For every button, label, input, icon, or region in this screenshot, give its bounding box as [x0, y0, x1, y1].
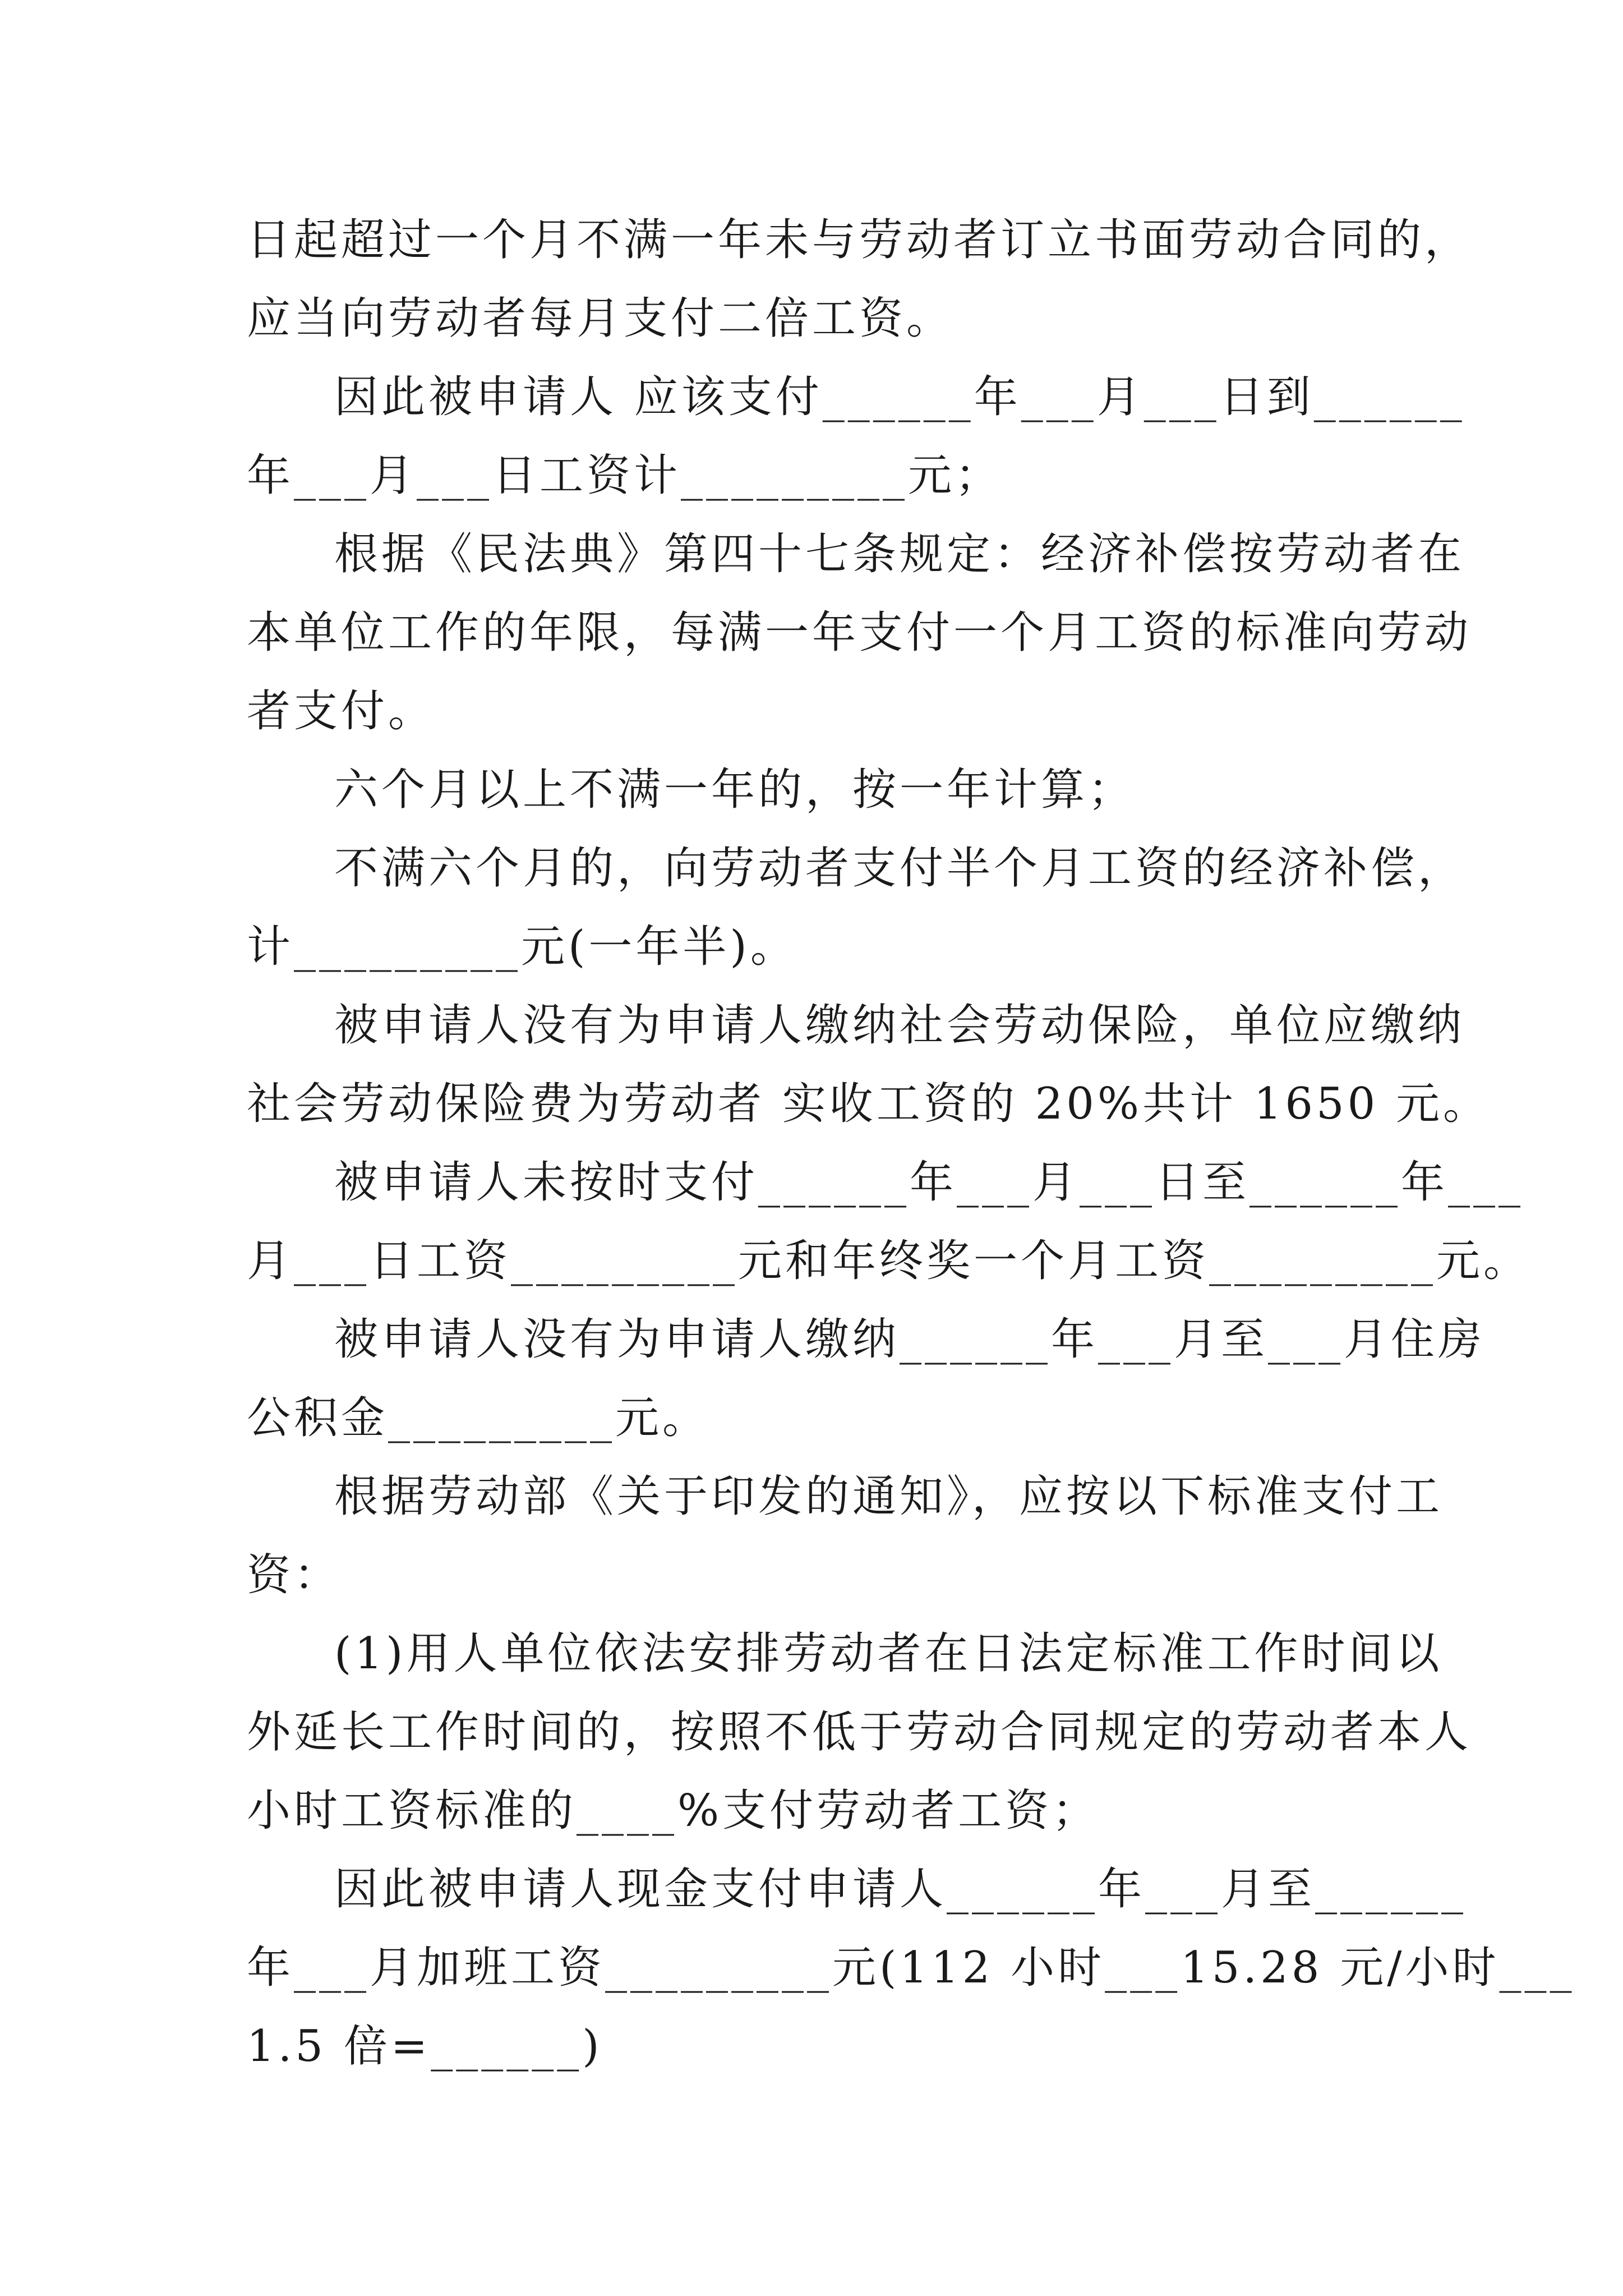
text-line: 公积金_________元。: [247, 1393, 710, 1443]
text-line: 年___月___日工资计_________元；: [247, 450, 1003, 501]
text-line: 资：: [247, 1550, 342, 1600]
text-line: 年___月加班工资_________元(112 小时___15.28 元/小时___: [247, 1943, 1575, 1993]
text-line: 日起超过一个月不满一年未与劳动者订立书面劳动合同的，: [247, 215, 1472, 265]
text-line: 根据劳动部《关于印发的通知》，应按以下标准支付工: [334, 1471, 1444, 1522]
text-line: 六个月以上不满一年的，按一年计算；: [334, 765, 1136, 815]
text-line: 计_________元(一年半)。: [247, 922, 797, 972]
text-line: 社会劳动保险费为劳动者 实收工资的 20%共计 1650 元。: [247, 1079, 1491, 1129]
text-line: 外延长工作时间的，按照不低于劳动合同规定的劳动者本人: [247, 1707, 1472, 1757]
text-line: 被申请人没有为申请人缴纳社会劳动保险，单位应缴纳: [334, 1000, 1465, 1051]
text-line: 不满六个月的，向劳动者支付半个月工资的经济补偿，: [334, 843, 1465, 894]
text-line: (1)用人单位依法安排劳动者在日法定标准工作时间以: [334, 1628, 1443, 1679]
text-line: 1.5 倍=______): [247, 2021, 603, 2072]
text-line: 应当向劳动者每月支付二倍工资。: [247, 293, 954, 344]
text-line: 根据《民法典》第四十七条规定：经济补偿按劳动者在: [334, 529, 1465, 579]
text-line: 小时工资标准的____%支付劳动者工资；: [247, 1786, 1100, 1836]
text-line: 因此被申请人现金支付申请人______年___月至______: [334, 1864, 1467, 1915]
text-line: 被申请人没有为申请人缴纳______年___月至___月住房: [334, 1314, 1486, 1365]
text-line: 本单位工作的年限，每满一年支付一个月工资的标准向劳动: [247, 608, 1472, 658]
text-line: 者支付。: [247, 686, 436, 737]
text-line: 月___日工资_________元和年终奖一个月工资_________元。: [247, 1236, 1531, 1286]
text-line: 被申请人未按时支付______年___月___日至______年___: [334, 1157, 1524, 1208]
text-line: 因此被申请人 应该支付______年___月___日到______: [334, 372, 1465, 422]
